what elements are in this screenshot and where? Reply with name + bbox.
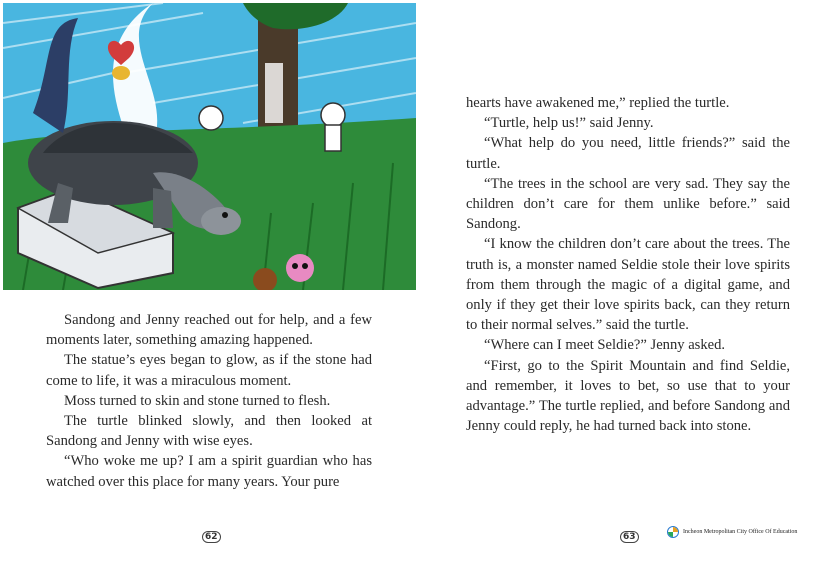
paragraph: Sandong and Jenny reached out for help, and a few moments later, something amazing happened.	[46, 312, 372, 349]
paragraph: “Who woke me up? I am a spirit guardian who has watched over this place for many years. Your pure	[46, 453, 372, 490]
paragraph-continuation: hearts have awakened me,” replied the turtle.	[466, 95, 730, 111]
paragraph: The statue’s eyes began to glow, as if the stone had come to life, it was a miraculous moment.	[46, 352, 372, 389]
publisher-name: Incheon Metropolitan City Office Of Education	[683, 529, 798, 535]
paragraph: “I know the children don’t care about the trees. The truth is, a monster named Seldie stole their love spirits from them through the magic of a digital game, and only if they get their love spirits back, can they return to their normal selves.” said the turtle.	[466, 236, 790, 334]
story-illustration	[3, 3, 416, 290]
paragraph: “Turtle, help us!” said Jenny.	[484, 115, 654, 132]
paragraph: “What help do you need, little friends?” said the turtle.	[466, 135, 790, 172]
page-number-right: 63	[620, 531, 639, 543]
right-page-text	[466, 93, 790, 436]
paragraph: “First, go to the Spirit Mountain and find Seldie, and remember, it loves to bet, so use that to your advantage.” The turtle replied, and before Sandong and Jenny could reply, he had turned back into stone.	[466, 357, 790, 435]
publisher-brand	[667, 526, 797, 538]
page-number-left: 62	[202, 531, 221, 543]
paragraph: “The trees in the school are very sad. They say the children don’t care for them unlike before.” said Sandong.	[466, 175, 790, 233]
publisher-logo-icon	[667, 526, 679, 538]
paragraph: Moss turned to skin and stone turned to flesh.	[64, 392, 331, 409]
paragraph: “Where can I meet Seldie?” Jenny asked.	[484, 337, 726, 354]
paragraph: The turtle blinked slowly, and then looked at Sandong and Jenny with wise eyes.	[46, 413, 372, 450]
left-page-text	[46, 310, 372, 492]
